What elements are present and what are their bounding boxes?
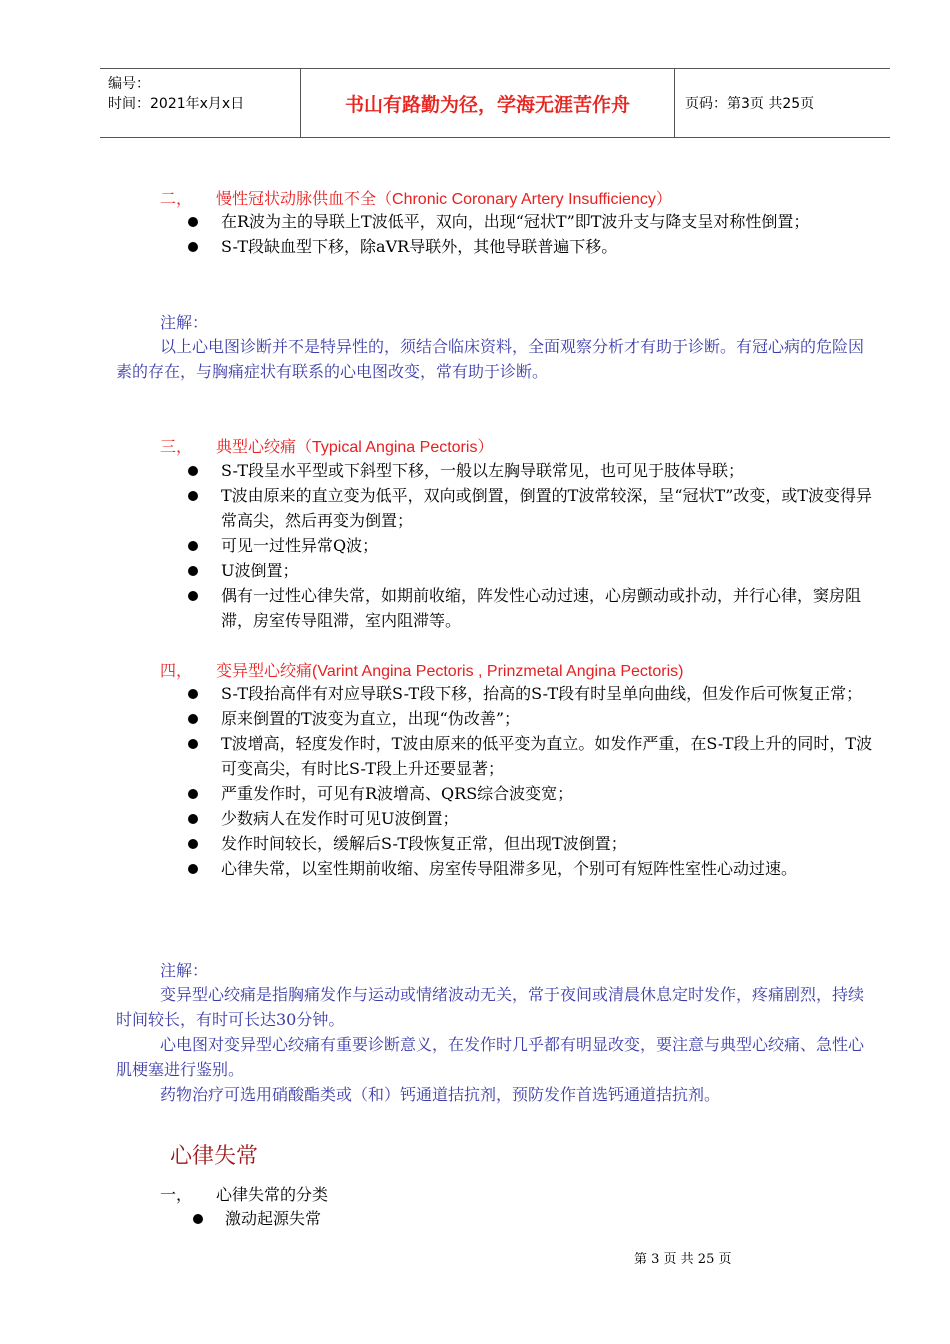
bullet-icon (188, 739, 198, 749)
note-2-label: 注解： (160, 961, 209, 980)
bullet-icon (188, 541, 198, 551)
list-item: 在R波为主的导联上T波低平，双向，出现“冠状T”即T波升支与降支呈对称性倒置； (188, 209, 888, 234)
page-header (100, 68, 890, 138)
list-item: S-T段呈水平型或下斜型下移，一般以左胸导联常见，也可见于肢体导联； (188, 458, 888, 483)
section-2-list (188, 209, 888, 259)
note-2-paragraph-2: 心电图对变异型心绞痛有重要诊断意义，在发作时几乎都有明显改变，要注意与典型心绞痛、急性心肌梗塞进行鉴别。 (116, 1035, 865, 1079)
arrhythmia-heading: 心律失常 (170, 1144, 259, 1169)
header-motto-cell (301, 69, 675, 137)
list-item: 发作时间较长，缓解后S-T段恢复正常，但出现T波倒置； (188, 831, 888, 856)
bullet-icon (188, 714, 198, 724)
section-number: 四， (160, 661, 193, 680)
note-2-paragraph-3: 药物治疗可选用硝酸酯类或（和）钙通道拮抗剂，预防发作首选钙通道拮抗剂。 (160, 1085, 721, 1104)
list-item: 偶有一过性心律失常，如期前收缩，阵发性心动过速，心房颤动或扑动，并行心律，窦房阻滞，房室传导阻滞，室内阻滞等。 (188, 583, 888, 633)
section-title-en: (Varint Angina Pectoris , Prinzmetal Angina Pectoris) (312, 663, 684, 680)
section-3-list (188, 458, 888, 633)
serial-number: 编号： (108, 76, 150, 92)
bullet-icon (188, 814, 198, 824)
section-title-en: Chronic Coronary Artery Insufficiency (392, 191, 656, 208)
bullet-icon (188, 566, 198, 576)
list-item: S-T段抬高伴有对应导联S-T段下移，抬高的S-T段有时呈单向曲线，但发作后可恢复正常； (188, 681, 888, 706)
header-time: 时间：2021年x月x日 (108, 96, 245, 112)
bullet-icon (188, 217, 198, 227)
page-footer: 第 3 页 共 25 页 (634, 1252, 732, 1267)
list-item: 原来倒置的T波变为直立，出现“伪改善”； (188, 706, 888, 731)
section-title-end: ） (655, 189, 672, 208)
arrhythmia-subsection (160, 1182, 328, 1207)
section-title-cn: 典型心绞痛（ (216, 437, 313, 456)
header-page-info: 页码：第3页 共25页 (685, 96, 815, 112)
note-2-paragraph-1: 变异型心绞痛是指胸痛发作与运动或情绪波动无关，常于夜间或清晨休息定时发作，疼痛剧烈，持续时间较长，有时可长达30分钟。 (116, 985, 865, 1029)
section-4-list (188, 681, 888, 881)
section-title-cn: 慢性冠状动脉供血不全（ (216, 189, 393, 208)
header-motto: 书山有路勤为径，学海无涯苦作舟 (344, 93, 630, 116)
list-item: S-T段缺血型下移，除aVR导联外，其他导联普遍下移。 (188, 234, 888, 259)
section-4-title (160, 658, 683, 681)
note-1-label: 注解： (160, 313, 209, 332)
bullet-icon (188, 864, 198, 874)
list-item: 可见一过性异常Q波； (188, 533, 888, 558)
arrhythmia-list-item: 激动起源失常 (193, 1206, 321, 1231)
section-2-title (160, 186, 672, 209)
bullet-icon (188, 689, 198, 699)
bullet-icon (188, 789, 198, 799)
subsection-title: 心律失常的分类 (216, 1185, 329, 1204)
bullet-icon (188, 591, 198, 601)
bullet-icon (188, 839, 198, 849)
section-title-en: Typical Angina Pectoris (312, 439, 478, 456)
section-title-cn: 变异型心绞痛 (216, 661, 313, 680)
bullet-icon (188, 491, 198, 501)
header-meta-cell (100, 69, 301, 137)
bullet-icon (193, 1214, 203, 1224)
list-item: T波由原来的直立变为低平，双向或倒置，倒置的T波常较深，呈“冠状T”改变，或T波变得异常高尖，然后再变为倒置； (188, 483, 888, 533)
section-3-title (160, 434, 493, 457)
list-item: 少数病人在发作时可见U波倒置； (188, 806, 888, 831)
subsection-number: 一， (160, 1185, 193, 1204)
section-title-end: ） (477, 437, 494, 456)
list-item: 严重发作时，可见有R波增高、QRS综合波变宽； (188, 781, 888, 806)
bullet-icon (188, 466, 198, 476)
bullet-icon (188, 242, 198, 252)
section-number: 三， (160, 437, 193, 456)
list-item: 心律失常，以室性期前收缩、房室传导阻滞多见，个别可有短阵性室性心动过速。 (188, 856, 888, 881)
header-page-cell (675, 69, 890, 137)
list-item: U波倒置； (188, 558, 888, 583)
section-number: 二， (160, 189, 193, 208)
list-item: T波增高，轻度发作时，T波由原来的低平变为直立。如发作严重，在S-T段上升的同时，T波可变高尖，有时比S-T段上升还要显著； (188, 731, 888, 781)
note-1-text: 以上心电图诊断并不是特异性的，须结合临床资料，全面观察分析才有助于诊断。有冠心病的危险因素的存在，与胸痛症状有联系的心电图改变，常有助于诊断。 (116, 337, 865, 381)
